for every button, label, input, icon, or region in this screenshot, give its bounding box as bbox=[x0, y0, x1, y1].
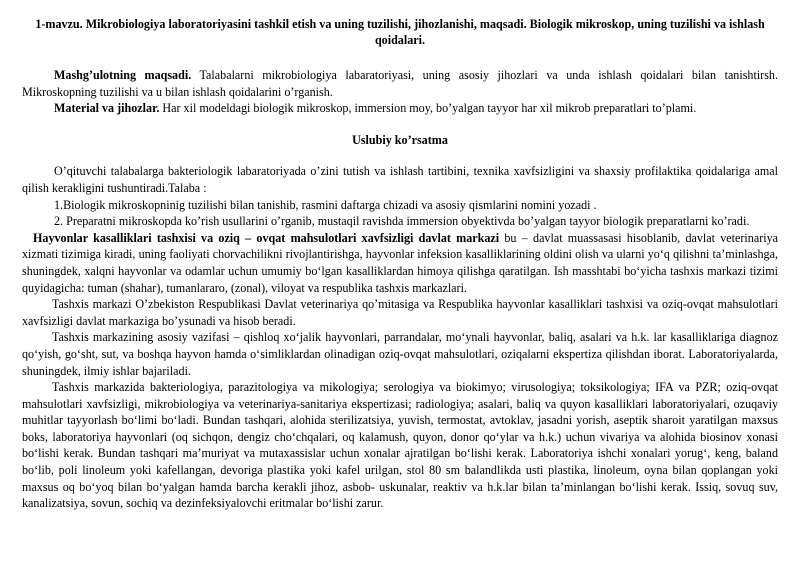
materials-text: Har xil modeldagi biologik mikroskop, immersion moy, bo’yalgan tayyor har xil mikrob preparatlari to’plami. bbox=[159, 101, 697, 116]
intro-paragraph: O’qituvchi talabalarga bakteriologik labaratoriyada o’zini tutish va ishlash tartibini, texnika xavfsizligini va shaxsiy profilaktika qoidalariga amal qilish kerakligini tushuntiradi.Talaba : bbox=[22, 164, 778, 195]
center-text: bu – davlat muassasasi hisoblanib, davlat veterinariya xizmati tizimiga kiradi, uning faoliyati chorvachilikni rivojlantirishga, hayvonlar infeksion kasalliklarining oldini olish va ularni yo‘q qilishni ta’minlashga, shuningdek, xalqni hayvonlar va odamlar uchun umumiy bo‘lgan kasalliklardan himoya qilishga qaratilgan. Ish masshtabi bo‘yicha tashxis markazi tizimi quyidagicha: tuman (shahar), tumanlararo, (zonal), viloyat va respublika tashxis markazlari. bbox=[22, 230, 778, 295]
center-label: Hayvonlar kasalliklari tashxisi va oziq – ovqat mahsulotlari xavfsizligi davlat markazi bbox=[33, 230, 500, 245]
task-item: 2. Preparatni mikroskopda ko’rish usullarini o’rganib, mustaqil ravishda immersion obyektivda bo’yalgan tayyor biologik preparatlarni ko’radi. bbox=[54, 214, 750, 229]
center-paragraph bbox=[22, 230, 778, 296]
task-item: 1.Biologik mikroskopninig tuzilishi bilan tanishib, rasmini daftarga chizadi va asosiy qismlarini nomini yozadi . bbox=[54, 197, 597, 212]
body-paragraph: Tashxis markazi O’zbekiston Respublikasi Davlat veterinariya qo’mitasiga va Respublika hayvonlar kasalliklari tashxisi va oziq-ovqat mahsulotlari xavfsizligi davlat markaziga bo’ysunadi va hisob beradi. bbox=[22, 297, 778, 328]
materials-label: Material va jihozlar. bbox=[54, 101, 160, 116]
section-subtitle: Uslubiy ko’rsatma bbox=[352, 132, 448, 147]
goal-text: Talabalarni mikrobiologiya labaratoriyasi, uning asosiy jihozlari va unda ishlash qoidalari bilan tanishtirsh. Mikroskopning tuzilishi va u bilan ishlash qoidalarini o’rganish. bbox=[22, 68, 778, 99]
goal-label: Mashg’ulotning maqsadi. bbox=[54, 68, 192, 82]
goal-paragraph bbox=[22, 67, 778, 100]
body-paragraph: Tashxis markazida bakteriologiya, parazitologiya va mikologiya; serologiya va biokimyo; virusologiya; toksikologiya; IFA va PZR; oziq-ovqat mahsulotlari xavfsizligi, mikrobiologiya va veterinariya-sanitariya ekspertizasi; radiologiya; asalari, baliq va quyon kasalliklari laboratoriyalari, ozuqaviy muhitlar tayyorlash bo‘limi bo‘ladi. Bundan tashqari, alohida sterilizatsiya, yuvish, termostat, avtoklav, jasadni yorish, aseptik sharoit yaratilgan maxsus boks, laboratoriya hayvonlari (oq sichqon, dengiz cho‘chqalari, oq kalamush, quyon, donor qo‘ylar va h.k.) uchun vivariya va alohida biosinov xonasi bo‘lishi kerak. Bundan tashqari ma’muriyat va mutaxassislar uchun xonalar ajratilgan bo‘lishi kerak. Laboratoriya ishchi xonalari yorug‘, keng, baland bo‘lib, poli linoleum yoki kafellangan, devoriga plastika yoki kafel urilgan, stol 80 sm balandlikda usti plastika, linoleum, oyna bilan qoplangan yoki maxsus oq bo‘yoq bilan bo‘yalgan hamda barcha kerakli jihoz, asbob- uskunalar, reaktiv va h.k.lar bilan ta’minlangan bo‘lishi kerak. Issiq, sovuq suv, kanalizatsiya, sovun, sochiq va dezinfeksiyalovchi eritmalar bo‘lishi zarur. bbox=[22, 380, 778, 511]
page-title: 1-mavzu. Mikrobiologiya laboratoriyasini tashkil etish va uning tuzilishi, jihozlanishi, maqsadi. Biologik mikroskop, uning tuzilishi va ishlash qoidalari. bbox=[35, 17, 765, 47]
materials-paragraph bbox=[22, 100, 778, 117]
body-paragraph: Tashxis markazining asosiy vazifasi – qishloq xo‘jalik hayvonlari, parrandalar, mo‘ynali hayvonlar, baliq, asalari va h.k. lar kasalliklariga diagnoz qo‘yish, go‘sht, sut, va boshqa hayvon hamda o‘simliklardan olinadigan oziq-ovqat mahsulotlari, oziqalarni ekspertiza qilishdan iborat. Laboratoriyalarda, shuningdek, ilmiy ishlar bajariladi. bbox=[22, 330, 778, 378]
